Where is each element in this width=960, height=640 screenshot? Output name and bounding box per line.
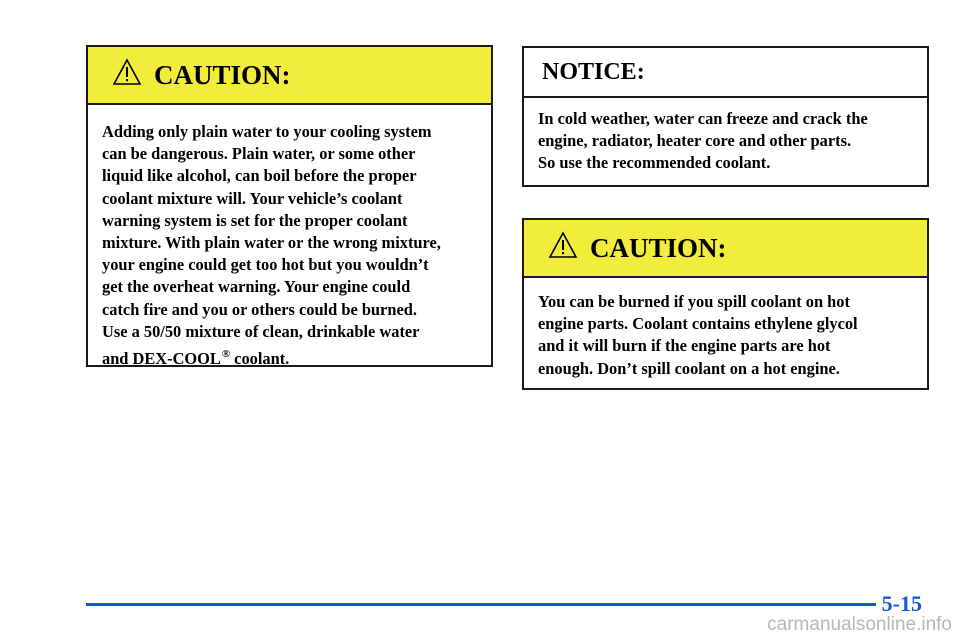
caution-line: and it will burn if the engine parts are hot [538,336,831,356]
notice-body [524,98,927,175]
caution-header [524,220,927,278]
caution-line-last [102,343,491,370]
caution-line: liquid like alcohol, can boil before the proper [102,166,417,186]
caution-line: catch fire and you or others could be burned. [102,299,417,319]
warning-triangle-icon [112,58,142,86]
caution-line: can be dangerous. Plain water, or some other [102,144,416,164]
caution-header [88,47,491,105]
caution-line: engine parts. Coolant contains ethylene glycol [538,314,858,334]
notice-line: engine, radiator, heater core and other parts. [538,131,852,151]
caution-line: coolant mixture will. Your vehicle’s coolant [102,188,403,208]
caution-heading: CAUTION: [590,232,727,263]
warning-triangle-icon [548,231,578,259]
caution-line: mixture. With plain water or the wrong mixture, [102,233,441,253]
caution-line: warning system is set for the proper coolant [102,210,408,230]
registered-mark: ® [221,348,231,361]
caution-line: Use a 50/50 mixture of clean, drinkable water [102,321,420,341]
notice-line: In cold weather, water can freeze and crack the [538,109,868,128]
watermark: carmanualsonline.info [767,614,952,635]
caution-line: your engine could get too hot but you wouldn’t [102,255,429,275]
notice-header [524,48,927,98]
notice-line: So use the recommended coolant. [538,153,771,173]
notice-box-cold-weather [522,46,929,187]
coolant-text: coolant. [230,349,290,369]
caution-line: You can be burned if you spill coolant on hot [538,292,850,311]
caution-line: get the overheat warning. Your engine could [102,277,411,297]
caution-line: enough. Don’t spill coolant on a hot engine. [538,358,840,378]
caution-heading: CAUTION: [154,59,291,90]
caution-box-hot-coolant [522,218,929,390]
footer-rule [86,603,876,606]
caution-body [524,278,927,380]
caution-body [88,105,491,370]
notice-heading: NOTICE: [542,58,645,85]
caution-box-cooling-water [86,45,493,367]
page-number: 5-15 [881,591,922,616]
caution-line: Adding only plain water to your cooling system [102,122,432,141]
dexcool-text: and DEX-COOL [102,349,221,369]
